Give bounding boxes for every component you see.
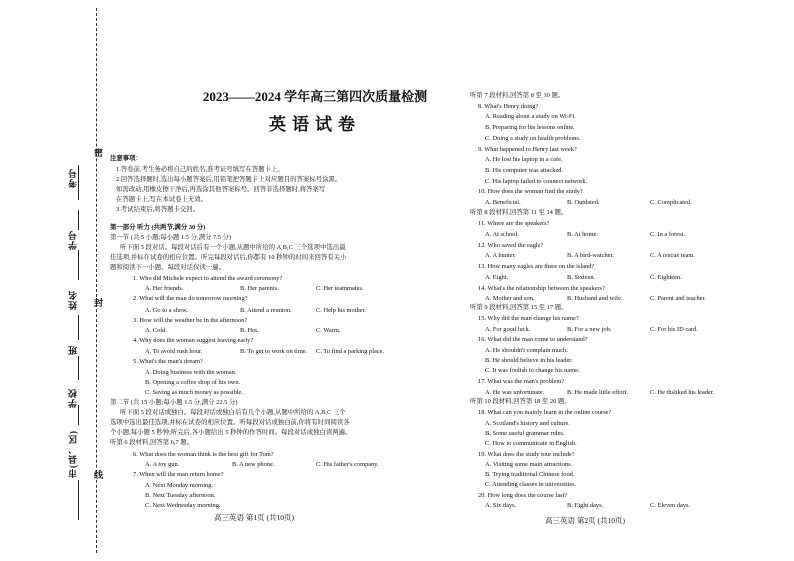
section2-heading: 第二节 (共 15 小题;每小题 1.5 分,满分 22.5 分) [110, 399, 238, 406]
option: B. Next Tuesday afternoon. [145, 492, 216, 499]
option: C. A rescue team. [650, 252, 695, 259]
question-10: 10. How does the woman find the study? [478, 188, 583, 195]
option: C. Parent and teacher. [650, 295, 706, 302]
notes-line: 1.答卷前,考生务必将自己的姓名,准考证号填写在答题卡上。 [116, 166, 284, 173]
question-6: 6. What does the woman think is the best gift for Tom? [133, 451, 274, 458]
option: C. Eleven days. [650, 502, 691, 509]
notes-line: 2.回答选择题时,选出每小题答案后,用铅笔把答题卡上对应题目的答案标号涂黑。 [116, 176, 342, 183]
material-7: 听第 7 段材料,回答第 8 至 10 题。 [470, 92, 565, 99]
page-footer-left: 高三英语 第1页 (共10页) [214, 513, 294, 522]
question-5: 5. What's the man's dream? [133, 358, 203, 365]
option: A. Go to a show. [145, 307, 188, 314]
option: C. Warm. [316, 327, 341, 334]
question-19: 19. What does the study tour include? [478, 451, 575, 458]
notes-heading: 注意事项： [110, 155, 142, 162]
option: C. Complicated. [650, 199, 692, 206]
seal-mark: 封 [93, 298, 103, 307]
question-18: 18. What can you mainly learn in the online course? [478, 409, 612, 416]
label-exam-no: 考号 [68, 168, 78, 188]
option: B. At home. [567, 231, 598, 238]
label-student-no: 学号 [68, 230, 78, 250]
part1-heading: 第一部分 听力 (共两节,满分 30 分) [110, 224, 206, 231]
material-10: 听第 10 段材料,回答第 18 至 20 题。 [470, 398, 571, 405]
binding-margin [0, 0, 103, 561]
option: A. At school. [485, 231, 519, 238]
option: B. Eight days. [567, 502, 604, 509]
section1-heading: 第一节 (共 5 小题;每小题 1.5 分,满分 7.5 分) [110, 234, 232, 241]
option: B. A bird-watcher. [567, 252, 614, 259]
option: B. Opening a coffee shop of his own. [145, 379, 241, 386]
question-14: 14. What's the relationship between the speakers? [478, 285, 605, 292]
question-15: 15. Why did the man change his name? [478, 315, 579, 322]
option: B. To get to work on time. [240, 348, 308, 355]
option: C. His father's company. [316, 461, 379, 468]
option: A. Her friends. [145, 285, 184, 292]
option: C. Next Wednesday morning. [145, 502, 221, 509]
option: B. Some useful grammar rules. [485, 430, 565, 437]
option: B. Preparing for his lessons online. [485, 124, 575, 131]
field-line [78, 480, 79, 520]
question-20: 20. How long does the course last? [478, 492, 568, 499]
section2-instructions: 选项中选出最佳选项,并标在试卷的相应位置。听每段对话或独白前,你将有时间阅读各 [110, 419, 350, 426]
field-line [78, 315, 79, 340]
notes-line: 如需改动,用橡皮擦干净后,再选涂其他答案标号。回答非选择题时,将答案写 [116, 186, 326, 193]
option: C. In a forest. [650, 231, 685, 238]
field-line [78, 250, 79, 280]
option: B. A new phone. [232, 461, 275, 468]
option: B. He made little effort. [567, 389, 628, 396]
label-class: 班 [68, 345, 78, 355]
field-line [78, 405, 79, 425]
option: C. Help his mother. [316, 307, 366, 314]
option: B. He should believe in his leader. [485, 357, 573, 364]
notes-line: 3.考试结束后,将答题卡交回。 [116, 206, 200, 213]
option: B. Husband and wife. [567, 295, 623, 302]
option: A. Scotland's history and culture. [485, 420, 570, 427]
page-footer-right: 高三英语 第2页 (共10页) [545, 516, 625, 525]
question-11: 11. Where are the speakers? [478, 220, 550, 227]
section2-instructions: 听第 6 段材料,回答第 6,7 题。 [110, 439, 194, 446]
seal-mark: 线 [93, 470, 103, 479]
option: C. To find a parking place. [316, 348, 385, 355]
question-4: 4. Why does the woman suggest leaving early? [133, 337, 254, 344]
option: A. Next Monday morning. [145, 482, 213, 489]
question-3: 3. How will the weather be in the afternoon? [133, 317, 248, 324]
option: C. For his ID card. [650, 326, 698, 333]
question-12: 12. Who saved the eagle? [478, 242, 544, 249]
section1-instructions: 佳选项,并标在试卷的相应位置。听完每段对话后,你都有 10 秒钟的时间来回答有关小 [110, 254, 347, 261]
exam-title: 2023——2024 学年高三第四次质量检测 [202, 89, 428, 104]
exam-subtitle: 英语试卷 [269, 115, 361, 134]
seal-mark: 密 [93, 148, 103, 157]
material-9: 听第 9 段材料,回答第 15 至 17 题。 [470, 304, 568, 311]
option: A. Reading about a study on Wi-Fi. [485, 113, 576, 120]
option: C. His laptop failed to connect network. [485, 178, 588, 185]
option: C. Her teammates. [316, 285, 364, 292]
option: B. His computer was attacked. [485, 167, 564, 174]
option: A. Doing business with the woman. [145, 369, 237, 376]
section1-instructions: 题和阅读下一小题。每段对话仅读一遍。 [110, 264, 226, 271]
question-8: 8. What's Henry doing? [478, 103, 539, 110]
question-9: 9. What happened to Henry last week? [478, 146, 577, 153]
field-line [78, 210, 79, 230]
option: A. He lost his laptop in a cafe. [485, 156, 563, 163]
field-line [78, 356, 79, 380]
question-16: 16. What did the man come to understand? [478, 336, 588, 343]
option: A. Six days. [485, 502, 517, 509]
option: A. He shouldn't complain much. [485, 347, 568, 354]
option: A. Mother and son. [485, 295, 535, 302]
option: A. Eight. [485, 274, 509, 281]
option: A. A hunter. [485, 252, 516, 259]
option: C. Eighteen. [650, 274, 682, 281]
question-17: 17. What was the man's problem? [478, 378, 565, 385]
option: C. He disliked his leader. [650, 389, 715, 396]
option: B. Her parents. [240, 285, 279, 292]
option: C. How to communicate in English. [485, 440, 577, 447]
option: B. For a new job. [567, 326, 612, 333]
option: C. It was foolish to change his name. [485, 367, 580, 374]
option: B. Outdated. [567, 199, 600, 206]
option: C. Doing a study on health problems. [485, 135, 581, 142]
question-7: 7. When will the man return home? [133, 471, 224, 478]
label-name: 姓名 [68, 290, 78, 310]
label-city: 市(县、区) [68, 430, 78, 478]
section2-instructions: 听下面 5 段对话或独白。每段对话或独白后有几个小题,从题中所给的 A,B,C 三个 [120, 409, 346, 416]
option: A. A toy gun. [145, 461, 180, 468]
option: C. Attending classes in universities. [485, 481, 577, 488]
option: A. Visiting some main attractions. [485, 461, 573, 468]
option: A. Cold. [145, 327, 167, 334]
question-13: 13. How many eagles are there on the island? [478, 263, 595, 270]
option: A. He was unfortunate. [485, 389, 545, 396]
section2-instructions: 个小题,每小题 5 秒钟;听完后,各小题给出 5 秒钟的作答时间。每段对话或独白读两遍。 [110, 429, 352, 436]
option: A. To avoid rush hour. [145, 348, 203, 355]
option: B. Sixteen. [567, 274, 596, 281]
option: B. Hot. [240, 327, 259, 334]
question-1: 1. Who did Michele expect to attend the award ceremony? [133, 275, 283, 282]
option: A. For good luck. [485, 326, 531, 333]
question-2: 2. What will the man do tomorrow morning? [133, 295, 248, 302]
notes-line: 在答题卡上,写在本试卷上无效。 [116, 196, 208, 203]
option: A. Beneficial. [485, 199, 521, 206]
label-school: 学校 [68, 388, 78, 408]
section1-instructions: 听下面 5 段对话。每段对话后有一个小题,从题中所给的 A,B,C 三个选项中选出最 [120, 244, 346, 251]
option: B. Trying traditional Chinese food. [485, 471, 575, 478]
material-8: 听第 8 段材料,回答第 11 至 14 题。 [470, 209, 568, 216]
option: B. Attend a reunion. [240, 307, 292, 314]
option: C. Saving as much money as possible. [145, 389, 243, 396]
